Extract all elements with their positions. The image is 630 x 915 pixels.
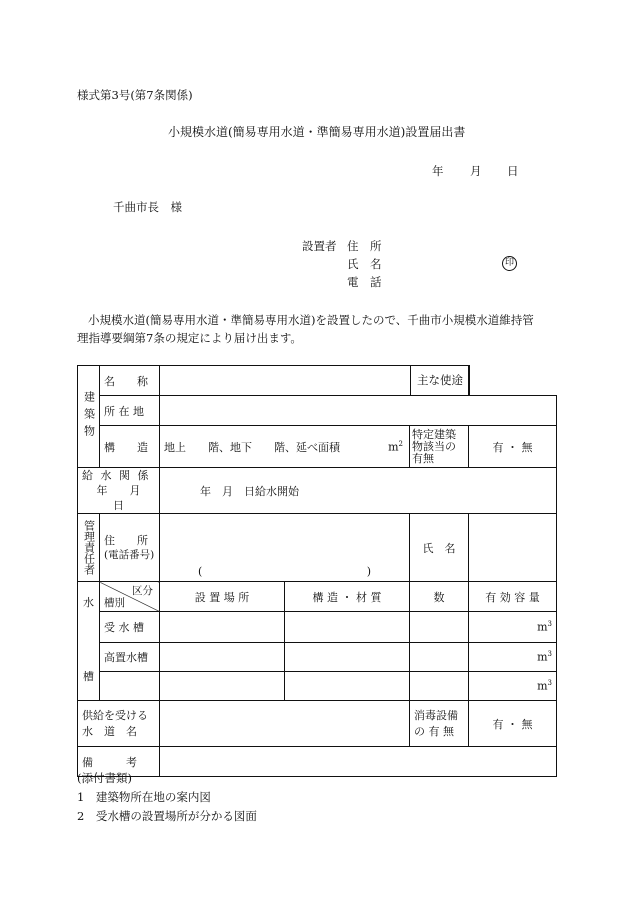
structure-label: 構 造 <box>100 426 160 468</box>
material-header: 構 造 ・ 材 質 <box>285 582 410 612</box>
document-title: 小規模水道(簡易専用水道・準簡易専用水道)設置届出書 <box>168 125 466 139</box>
main-use-label-cell: 主な使途 <box>410 365 470 395</box>
date-month-label: 月 <box>470 164 482 178</box>
water-source-field[interactable] <box>160 701 410 747</box>
elevated-tank-place[interactable] <box>160 642 285 671</box>
form-number: 様式第3号(第7条関係) <box>77 88 193 102</box>
specific-building-label: 特定建築物該当の有無 <box>410 426 469 468</box>
supply-date-label: 給 水 関 係 年 月 日 <box>78 468 160 514</box>
attachments-heading: (添付書類) <box>77 771 132 785</box>
supply-start-value: 年 月 日給水開始 <box>200 484 299 498</box>
applicant-name-label: 氏 名 <box>347 257 382 271</box>
building-location-label: 所 在 地 <box>100 396 160 426</box>
extra-tank-label[interactable] <box>100 671 160 700</box>
building-label: 建築物 <box>78 366 100 468</box>
phone-paren-open: ( <box>198 565 203 578</box>
building-location-field[interactable] <box>160 396 557 426</box>
receiving-tank-count[interactable] <box>410 612 469 642</box>
manager-name-field[interactable] <box>469 514 557 582</box>
elevated-tank-material[interactable] <box>285 642 410 671</box>
manager-address-field[interactable] <box>160 514 410 582</box>
seal-mark: 印 <box>502 256 517 271</box>
elevated-tank-count[interactable] <box>410 642 469 671</box>
specific-building-yes-no[interactable]: 有 ・ 無 <box>469 426 557 468</box>
body-text-line2: 理指導要綱第7条の規定により届け出ます。 <box>77 331 302 345</box>
receiving-tank-capacity[interactable]: $m^3$ <box>469 612 557 642</box>
elevated-tank-label: 高置水槽 <box>100 642 160 671</box>
capacity-header: 有 効 容 量 <box>469 582 557 612</box>
building-name-label: 名 称 <box>100 366 160 396</box>
structure-field[interactable] <box>160 426 410 468</box>
applicant-label: 設置者 <box>302 239 337 253</box>
disinfect-label: 消毒設備 の 有 無 <box>410 701 469 747</box>
install-place-header: 設 置 場 所 <box>160 582 285 612</box>
receiving-tank-material[interactable] <box>285 612 410 642</box>
extra-tank-place[interactable] <box>160 671 285 700</box>
notification-form-table <box>77 365 557 777</box>
addressee: 千曲市長 様 <box>113 200 182 214</box>
applicant-phone-label: 電 話 <box>347 275 382 289</box>
disinfect-yes-no[interactable]: 有 ・ 無 <box>469 701 557 747</box>
receiving-tank-place[interactable] <box>160 612 285 642</box>
tank-label: 水 槽 <box>78 582 100 701</box>
manager-name-label: 氏 名 <box>410 514 469 582</box>
attachment-item-2: 2 受水槽の設置場所が分かる図面 <box>77 809 257 823</box>
elevated-tank-capacity[interactable]: $m^3$ <box>469 642 557 671</box>
applicant-address-label: 住 所 <box>347 239 382 253</box>
water-source-label: 供給を受ける 水 道 名 <box>78 701 160 747</box>
count-header: 数 <box>410 582 469 612</box>
manager-address-label: 住 所 (電話番号) <box>100 514 160 582</box>
date-day-label: 日 <box>507 164 519 178</box>
supply-start-field[interactable] <box>160 468 557 514</box>
phone-paren-close: ) <box>366 565 371 578</box>
attachment-item-1: 1 建築物所在地の案内図 <box>77 790 211 804</box>
extra-tank-count[interactable] <box>410 671 469 700</box>
manager-label: 管理責任者 <box>78 514 100 582</box>
extra-tank-capacity[interactable]: $m^3$ <box>469 671 557 700</box>
body-text-line1: 小規模水道(簡易専用水道・準簡易専用水道)を設置したので、千曲市小規模水道維持管 <box>88 313 534 327</box>
remarks-field[interactable] <box>160 747 557 777</box>
remarks-label: 備 考 <box>78 747 160 777</box>
extra-tank-material[interactable] <box>285 671 410 700</box>
date-year-label: 年 <box>432 164 444 178</box>
receiving-tank-label: 受 水 槽 <box>100 612 160 642</box>
structure-value: 地上 階、地下 階、延べ面積 <box>164 440 340 454</box>
area-unit: $m^2$ <box>388 440 403 454</box>
tank-category-header: 区分 槽別 <box>100 582 160 612</box>
